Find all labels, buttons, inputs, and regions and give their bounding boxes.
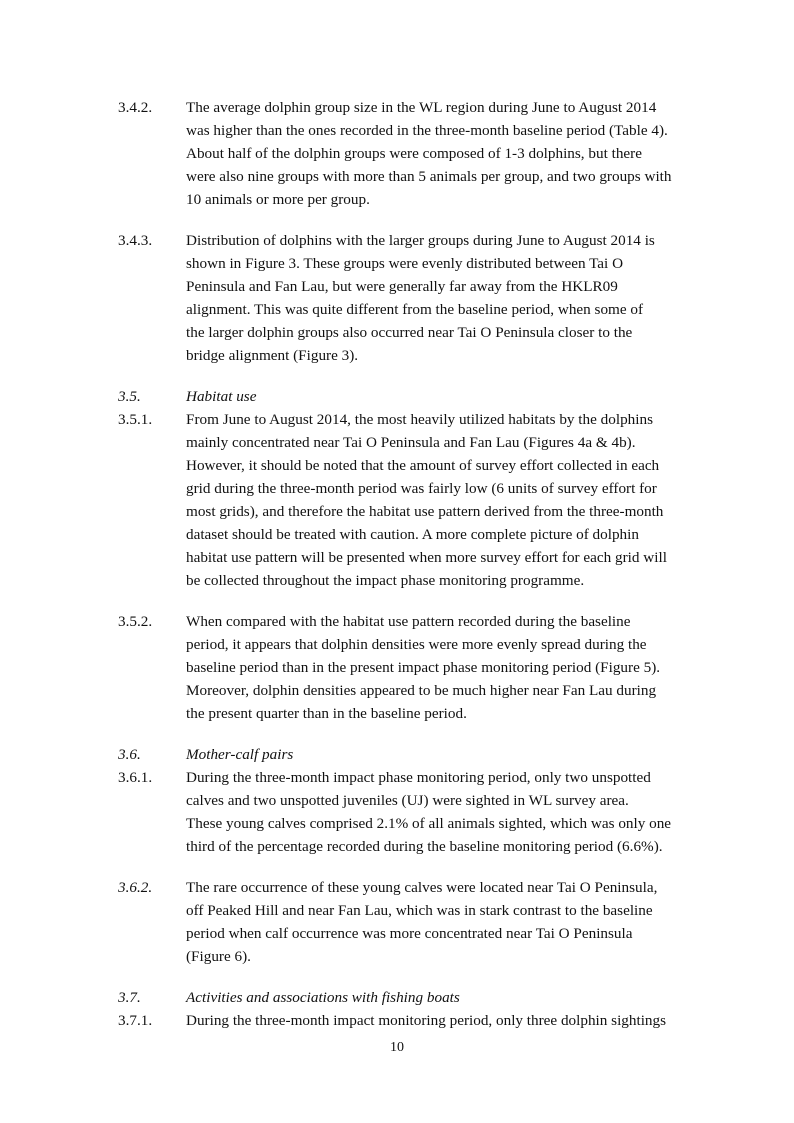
paragraph-line: 10 animals or more per group. [186,191,370,208]
paragraph-line: mainly concentrated near Tai O Peninsula and Fan Lau (Figures 4a & 4b). [186,434,636,451]
paragraph-line: was higher than the ones recorded in the three-month baseline period (Table 4). [186,122,668,139]
section-number-3-4-2: 3.4.2. [118,99,153,116]
paragraph-line: dataset should be treated with caution. A more complete picture of dolphin [186,526,639,543]
paragraph-line: When compared with the habitat use pattern recorded during the baseline [186,613,631,630]
paragraph-line: the present quarter than in the baseline period. [186,705,467,722]
section-number-3-6: 3.6. [118,746,141,763]
paragraph-line: alignment. This was quite different from the baseline period, when some of [186,301,644,318]
paragraph-line: However, it should be noted that the amount of survey effort collected in each [186,457,660,474]
paragraph-line: (Figure 6). [186,948,251,965]
paragraph-line: During the three-month impact phase monitoring period, only two unspotted [186,769,651,786]
paragraph-line: shown in Figure 3. These groups were evenly distributed between Tai O [186,255,624,272]
paragraph-line: These young calves comprised 2.1% of all animals sighted, which was only one [186,815,672,832]
paragraph-line: Moreover, dolphin densities appeared to be much higher near Fan Lau during [186,682,657,699]
paragraph-line: Distribution of dolphins with the larger groups during June to August 2014 is [186,232,655,249]
paragraph-line: be collected throughout the impact phase monitoring programme. [186,572,585,589]
section-number-3-5-1: 3.5.1. [118,411,153,428]
paragraph-line: About half of the dolphin groups were composed of 1-3 dolphins, but there [186,145,642,162]
paragraph-line: Peninsula and Fan Lau, but were generally far away from the HKLR09 [186,278,618,295]
page-number: 10 [390,1040,404,1055]
paragraph-line: During the three-month impact monitoring period, only three dolphin sightings [186,1012,667,1029]
section-number-3-6-1: 3.6.1. [118,769,153,786]
paragraph-line: period, it appears that dolphin densities were more evenly spread during the [186,636,647,653]
paragraph-line: third of the percentage recorded during the baseline monitoring period (6.6%). [186,838,663,855]
section-heading-mother-calf-pairs: Mother-calf pairs [186,746,294,763]
section-heading-activities: Activities and associations with fishing boats [186,989,460,1006]
paragraph-line: were also nine groups with more than 5 animals per group, and two groups with [186,168,672,185]
paragraph-line: The rare occurrence of these young calves were located near Tai O Peninsula, [186,879,658,896]
paragraph-line: habitat use pattern will be presented when more survey effort for each grid will [186,549,667,566]
section-number-3-7: 3.7. [118,989,141,1006]
paragraph-line: The average dolphin group size in the WL region during June to August 2014 [186,99,657,116]
section-number-3-5-2: 3.5.2. [118,613,153,630]
section-heading-habitat-use: Habitat use [186,388,257,405]
paragraph-line: baseline period than in the present impact phase monitoring period (Figure 5). [186,659,661,676]
section-number-3-6-2: 3.6.2. [118,879,153,896]
paragraph-line: grid during the three-month period was fairly low (6 units of survey effort for [186,480,657,497]
paragraph-line: off Peaked Hill and near Fan Lau, which was in stark contrast to the baseline [186,902,653,919]
paragraph-line: From June to August 2014, the most heavily utilized habitats by the dolphins [186,411,653,428]
section-number-3-7-1: 3.7.1. [118,1012,153,1029]
paragraph-line: the larger dolphin groups also occurred near Tai O Peninsula closer to the [186,324,633,341]
paragraph-line: calves and two unspotted juveniles (UJ) were sighted in WL survey area. [186,792,629,809]
section-number-3-4-3: 3.4.3. [118,232,153,249]
section-number-3-5: 3.5. [118,388,141,405]
paragraph-line: bridge alignment (Figure 3). [186,347,359,364]
paragraph-line: most grids), and therefore the habitat use pattern derived from the three-month [186,503,664,520]
paragraph-line: period when calf occurrence was more concentrated near Tai O Peninsula [186,925,633,942]
